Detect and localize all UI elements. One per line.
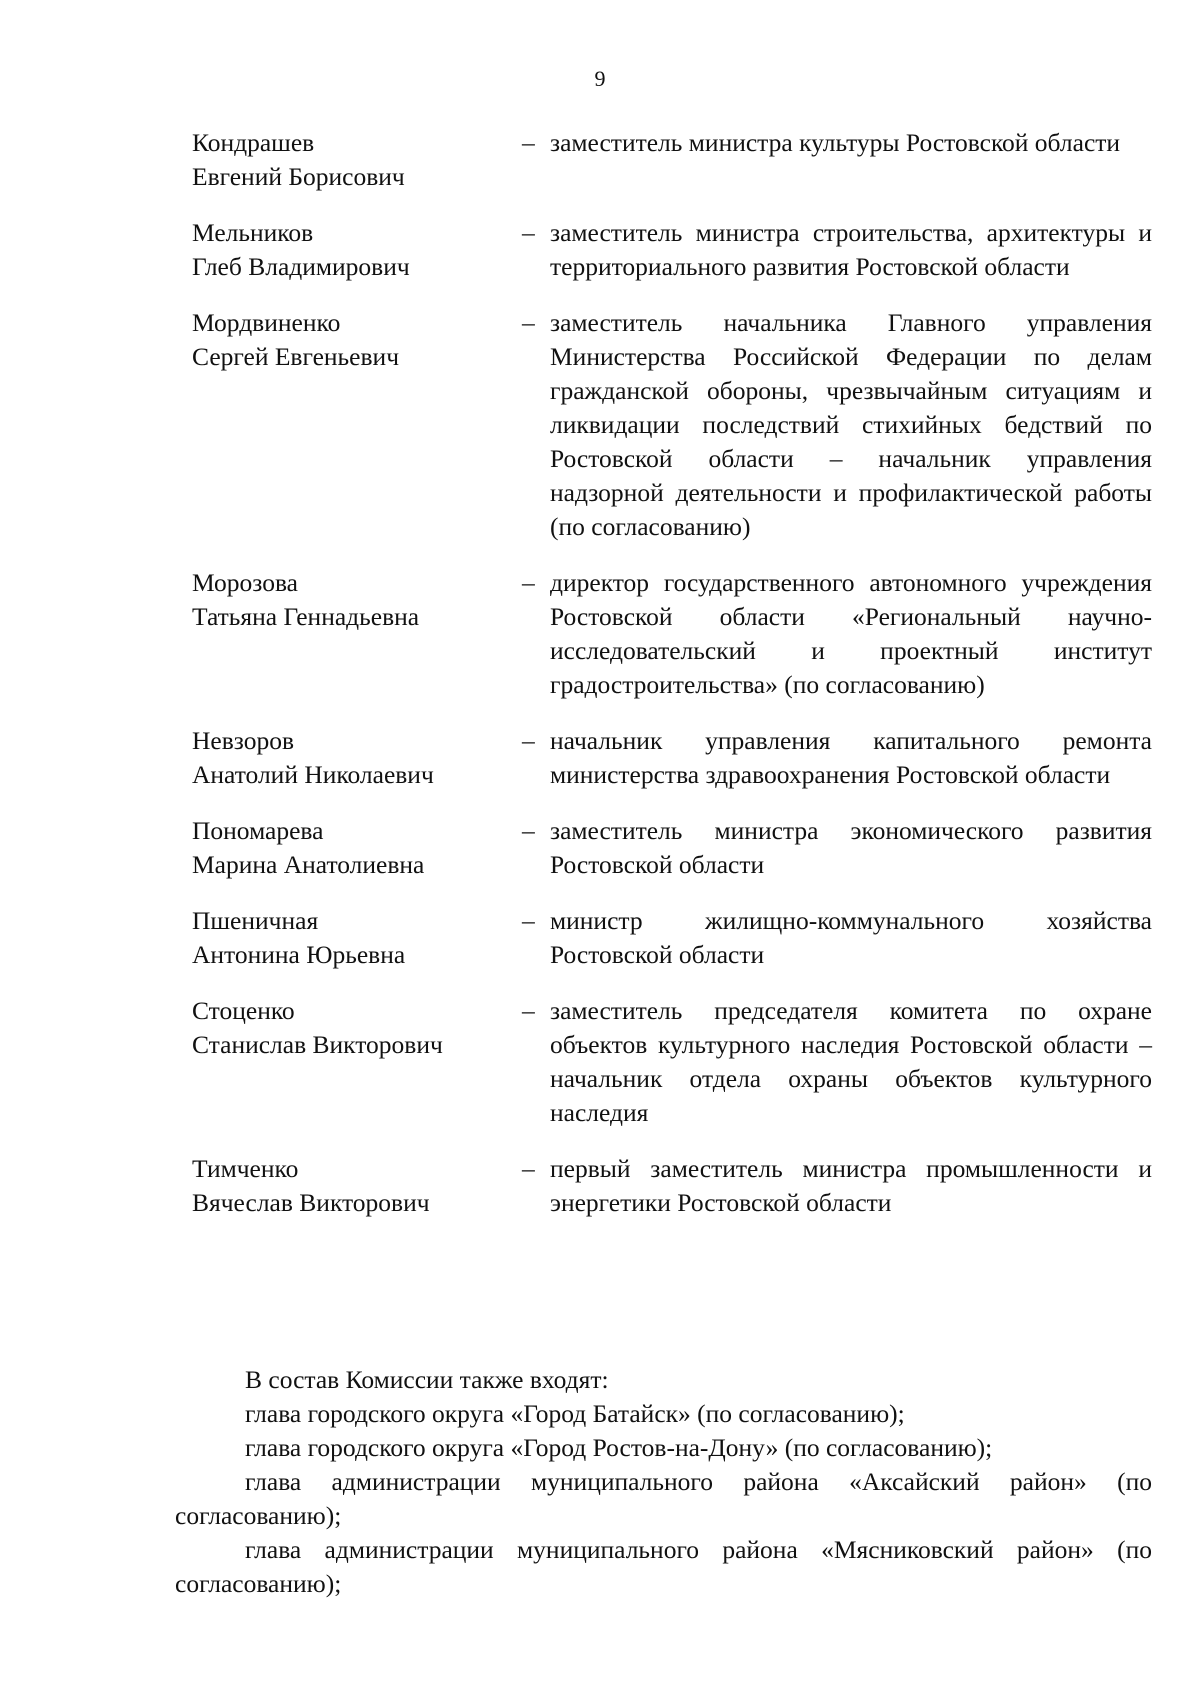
member-dash: – <box>522 996 535 1025</box>
member-role: министр жилищно-коммунального хозяйства Ростовской области <box>550 906 1152 969</box>
member-given-name: Станислав Викторович <box>192 1030 443 1059</box>
member-dash: – <box>522 906 535 935</box>
member-given-name: Татьяна Геннадьевна <box>192 602 420 631</box>
member-name <box>192 814 522 882</box>
member-entry <box>192 724 1152 792</box>
member-name <box>192 1152 522 1220</box>
member-given-name: Сергей Евгеньевич <box>192 342 400 371</box>
member-role: директор государственного автономного учреждения Ростовской области «Региональный научно-исследовательский и проектный институт градостроительства» (по согласованию) <box>550 568 1152 699</box>
member-role: заместитель министра культуры Ростовской области <box>550 128 1121 157</box>
member-role: первый заместитель министра промышленности и энергетики Ростовской области <box>550 1154 1152 1217</box>
member-name <box>192 904 522 972</box>
member-role: заместитель председателя комитета по охране объектов культурного наследия Ростовской области – начальник отдела охраны объектов культурного наследия <box>550 996 1152 1127</box>
member-surname: Пономарева <box>192 816 324 845</box>
member-role: заместитель министра строительства, архитектуры и территориального развития Ростовской области <box>550 218 1152 281</box>
member-entry <box>192 306 1152 544</box>
member-surname: Морозова <box>192 568 298 597</box>
member-entry <box>192 904 1152 972</box>
member-entry <box>192 216 1152 284</box>
member-dash: – <box>522 128 535 157</box>
member-surname: Невзоров <box>192 726 294 755</box>
member-name <box>192 994 522 1130</box>
member-given-name: Евгений Борисович <box>192 162 405 191</box>
member-given-name: Антонина Юрьевна <box>192 940 406 969</box>
member-name <box>192 306 522 544</box>
member-surname: Стоценко <box>192 996 295 1025</box>
member-name <box>192 126 522 194</box>
member-dash: – <box>522 726 535 755</box>
member-entry <box>192 814 1152 882</box>
member-surname: Тимченко <box>192 1154 299 1183</box>
member-entry <box>192 566 1152 702</box>
member-role: заместитель министра экономического развития Ростовской области <box>550 816 1152 879</box>
composition-item: глава администрации муниципального района «Мясниковский район» (по согласованию); <box>175 1535 1152 1598</box>
member-entry <box>192 126 1152 194</box>
member-surname: Пшеничная <box>192 906 319 935</box>
page-number: 9 <box>594 66 606 91</box>
member-given-name: Глеб Владимирович <box>192 252 410 281</box>
composition-item: глава городского округа «Город Ростов-на-Дону» (по согласованию); <box>245 1433 993 1462</box>
member-surname: Мельников <box>192 218 314 247</box>
member-entry <box>192 1152 1152 1220</box>
member-dash: – <box>522 568 535 597</box>
member-surname: Кондрашев <box>192 128 315 157</box>
member-role: заместитель начальника Главного управления Министерства Российской Федерации по делам гражданской обороны, чрезвычайным ситуациям и ликвидации последствий стихийных бедствий по Ростовской области – начальник управления надзорной деятельности и профилактической работы (по согласованию) <box>550 308 1152 541</box>
member-given-name: Анатолий Николаевич <box>192 760 434 789</box>
members-list <box>192 126 1152 1242</box>
member-name <box>192 216 522 284</box>
member-given-name: Вячеслав Викторович <box>192 1188 430 1217</box>
member-dash: – <box>522 1154 535 1183</box>
member-name <box>192 724 522 792</box>
member-dash: – <box>522 308 535 337</box>
member-surname: Мордвиненко <box>192 308 341 337</box>
commission-composition <box>175 1363 1152 1601</box>
composition-item: глава городского округа «Город Батайск» (по согласованию); <box>245 1399 905 1428</box>
member-name <box>192 566 522 702</box>
member-given-name: Марина Анатолиевна <box>192 850 425 879</box>
composition-intro: В состав Комиссии также входят: <box>245 1365 609 1394</box>
member-dash: – <box>522 218 535 247</box>
member-role: начальник управления капитального ремонта министерства здравоохранения Ростовской области <box>550 726 1152 789</box>
member-dash: – <box>522 816 535 845</box>
member-entry <box>192 994 1152 1130</box>
composition-item: глава администрации муниципального района «Аксайский район» (по согласованию); <box>175 1467 1152 1530</box>
